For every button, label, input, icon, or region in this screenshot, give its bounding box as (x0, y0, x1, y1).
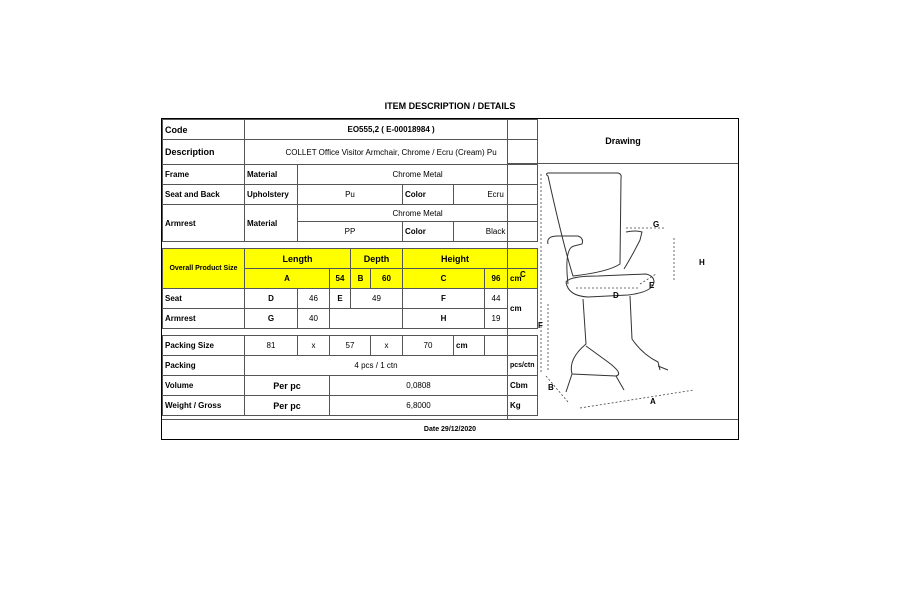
packing-width: 57 (330, 336, 371, 356)
drawing-label: Drawing (507, 119, 738, 164)
seat-outline (566, 274, 654, 297)
armrest-dims-label: Armrest (163, 309, 245, 329)
packing-length: 81 (245, 336, 298, 356)
dim-e-letter: E (330, 289, 351, 309)
spec-table (162, 119, 538, 416)
volume-row (163, 376, 538, 396)
weight-unit: Kg (508, 396, 538, 416)
backrest-outline (547, 173, 622, 276)
description-value: COLLET Office Visitor Armchair, Chrome / Ecru (Cream) Pu (245, 140, 538, 165)
packing-unit: pcs/ctn (508, 356, 538, 376)
dim-c-letter: C (403, 269, 485, 289)
seat-dims-row (163, 289, 538, 309)
weight-label: Weight / Gross (163, 396, 245, 416)
drawing-area (507, 164, 738, 419)
seat-back-label: Seat and Back (163, 185, 245, 205)
seat-color-label: Color (403, 185, 454, 205)
volume-per: Per pc (245, 376, 330, 396)
dim-d-value: 46 (298, 289, 330, 309)
upholstery-label: Upholstery (245, 185, 298, 205)
dim-c-value: 96 (485, 269, 508, 289)
drawing-letter-g: G (653, 220, 660, 229)
packing-value: 4 pcs / 1 ctn (245, 356, 508, 376)
spacer-row (163, 242, 538, 249)
drawing-letter-e: E (649, 281, 655, 290)
chair-drawing (508, 164, 737, 419)
length-header: Length (245, 249, 351, 269)
packing-size-unit: cm (454, 336, 485, 356)
frame-row (163, 165, 538, 185)
packing-row (163, 356, 538, 376)
weight-row (163, 396, 538, 416)
dim-b-value: 60 (371, 269, 403, 289)
dim-a-letter: A (245, 269, 330, 289)
volume-unit: Cbm (508, 376, 538, 396)
drawing-letter-f: F (538, 321, 543, 330)
description-label: Description (163, 140, 245, 165)
dims-unit: cm (508, 289, 538, 329)
seat-dims-label: Seat (163, 289, 245, 309)
drawing-letter-a: A (650, 397, 656, 406)
dim-h-letter: H (403, 309, 485, 329)
armrest-material-2: PP (298, 222, 403, 242)
rear-leg (630, 296, 660, 370)
overall-unit: cm (508, 269, 538, 289)
depth-header: Depth (351, 249, 403, 269)
overall-header-row (163, 249, 538, 269)
overall-size-label: Overall Product Size (163, 249, 245, 289)
document-title: ITEM DESCRIPTION / DETAILS (384, 101, 516, 111)
spec-sheet (161, 118, 739, 440)
drawing-letter-h: H (699, 258, 705, 267)
dim-d-letter: D (245, 289, 298, 309)
volume-value: 0,0808 (330, 376, 508, 396)
armrest-material-label: Material (245, 205, 298, 242)
drawing-letter-b: B (548, 383, 554, 392)
packing-x-1: x (298, 336, 330, 356)
armrest-color-value: Black (454, 222, 538, 242)
armrest-dims-blank (330, 309, 403, 329)
date-footer: Date 29/12/2020 (162, 419, 738, 439)
weight-per: Per pc (245, 396, 330, 416)
drawing-letter-c: C (520, 270, 526, 279)
dim-f-value: 44 (485, 289, 508, 309)
front-leg (571, 299, 618, 376)
packing-size-label: Packing Size (163, 336, 245, 356)
code-row (163, 120, 538, 140)
armrest-color-label: Color (403, 222, 454, 242)
seat-back-row (163, 185, 538, 205)
armrest-label: Armrest (163, 205, 245, 242)
armrest-rear (624, 231, 642, 269)
dim-e-value: 49 (351, 289, 403, 309)
armrest-material-1: Chrome Metal (298, 205, 538, 222)
dim-b-letter: B (351, 269, 371, 289)
spacer-row-2 (163, 329, 538, 336)
seat-color-value: Ecru (454, 185, 538, 205)
code-label: Code (163, 120, 245, 140)
height-header: Height (403, 249, 508, 269)
drawing-letter-d: D (613, 291, 619, 300)
dim-f-letter: F (403, 289, 485, 309)
packing-size-row (163, 336, 538, 356)
dim-g-letter: G (245, 309, 298, 329)
packing-x-2: x (371, 336, 403, 356)
dim-a-value: 54 (330, 269, 351, 289)
description-row (163, 140, 538, 165)
dim-h-value: 19 (485, 309, 508, 329)
armrest-dims-row (163, 309, 538, 329)
packing-height: 70 (403, 336, 454, 356)
dim-g-value: 40 (298, 309, 330, 329)
weight-value: 6,8000 (330, 396, 508, 416)
volume-label: Volume (163, 376, 245, 396)
packing-label: Packing (163, 356, 245, 376)
armrest-material-row (163, 205, 538, 222)
code-value: EO555,2 ( E-00018984 ) (245, 120, 538, 140)
frame-material-label: Material (245, 165, 298, 185)
frame-material-value: Chrome Metal (298, 165, 538, 185)
upholstery-value: Pu (298, 185, 403, 205)
frame-label: Frame (163, 165, 245, 185)
